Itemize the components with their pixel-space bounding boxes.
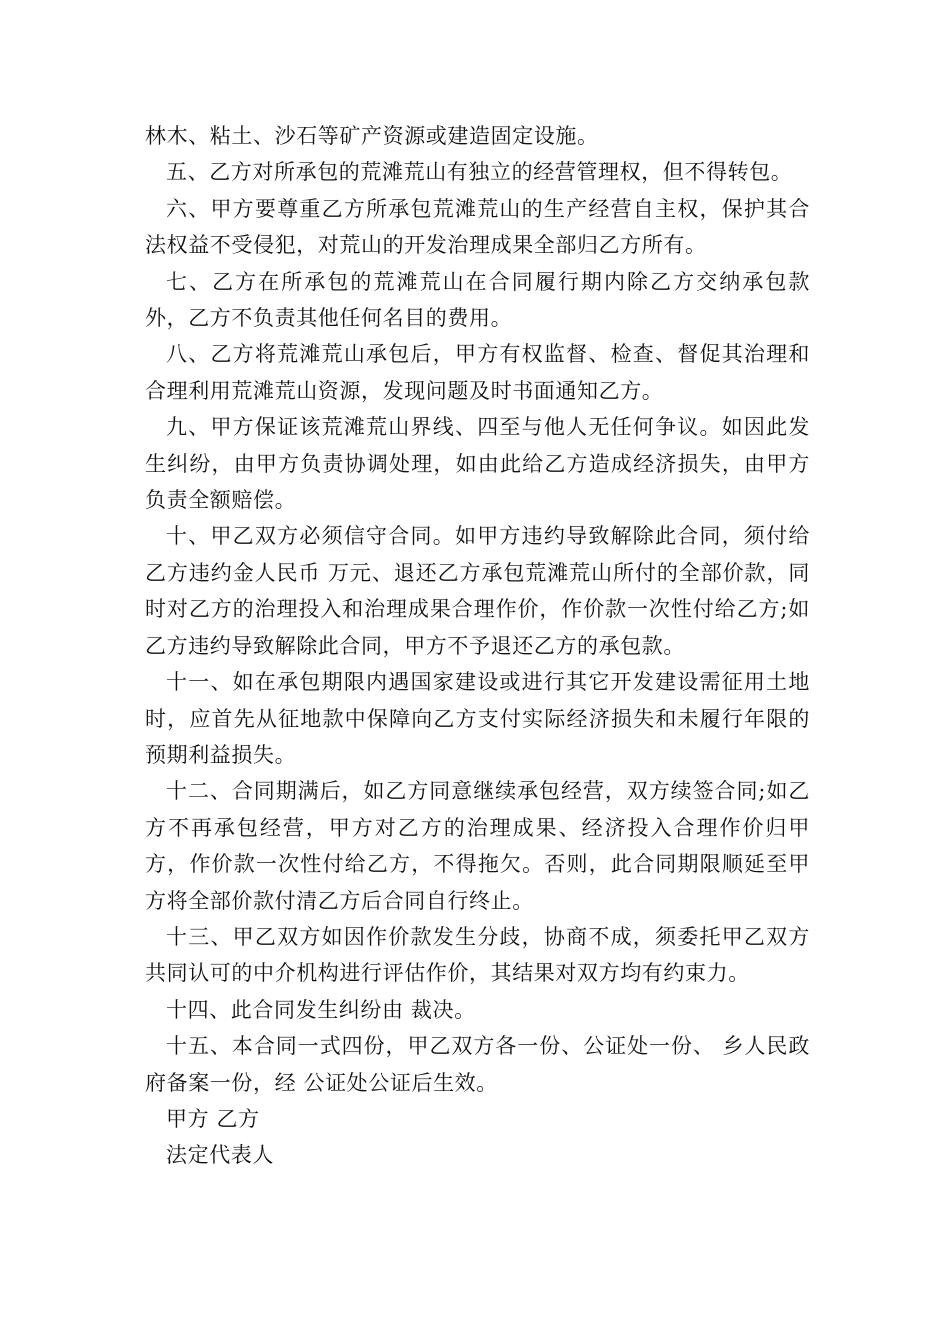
clause-6: 六、甲方要尊重乙方所承包荒滩荒山的生产经营自主权，保护其合法权益不受侵犯，对荒山的开发治理成果全部归乙方所有。 (145, 196, 810, 258)
clause-12: 十二、合同期满后，如乙方同意继续承包经营，双方续签合同;如乙方不再承包经营，甲方对乙方的治理成果、经济投入合理作价归甲方，作价款一次性付给乙方，不得拖欠。否则，此合同期限顺延至甲方将全部价款付清乙方后合同自行终止。 (145, 779, 810, 913)
clause-14: 十四、此合同发生纠纷由 裁决。 (166, 997, 476, 1022)
paragraph-continuation: 林木、粘土、沙石等矿产资源或建造固定设施。 (145, 124, 599, 148)
signature-parties: 甲方 乙方 (166, 1106, 260, 1131)
clause-5: 五、乙方对所承包的荒滩荒山有独立的经营管理权，但不得转包。 (166, 160, 793, 185)
clause-8: 八、乙方将荒滩荒山承包后，甲方有权监督、检查、督促其治理和合理利用荒滩荒山资源，发现问题及时书面通知乙方。 (145, 342, 810, 403)
clause-10: 十、甲乙双方必须信守合同。如甲方违约导致解除此合同，须付给乙方违约金人民币 万元、退还乙方承包荒滩荒山所付的全部价款，同时对乙方的治理投入和治理成果合理作价，作价款一次性付给乙方;如乙方违约导致解除此合同，甲方不予退还乙方的承包款。 (145, 524, 810, 658)
clause-9: 九、甲方保证该荒滩荒山界线、四至与他人无任何争议。如因此发生纠纷，由甲方负责协调处理，如由此给乙方造成经济损失，由甲方负责全额赔偿。 (145, 415, 810, 513)
clause-15: 十五、本合同一式四份，甲乙双方各一份、公证处一份、 乡人民政府备案一份，经 公证处公证后生效。 (145, 1034, 810, 1095)
legal-representative: 法定代表人 (166, 1143, 274, 1168)
clause-11: 十一、如在承包期限内遇国家建设或进行其它开发建设需征用土地时，应首先从征地款中保障向乙方支付实际经济损失和未履行年限的预期利益损失。 (145, 670, 810, 767)
clause-7: 七、乙方在所承包的荒滩荒山在合同履行期内除乙方交纳承包款外，乙方不负责其他任何名目的费用。 (145, 269, 810, 331)
contract-body (145, 118, 810, 1174)
clause-13: 十三、甲乙双方如因作价款发生分歧，协商不成，须委托甲乙双方共同认可的中介机构进行评估作价，其结果对双方均有约束力。 (145, 924, 810, 986)
